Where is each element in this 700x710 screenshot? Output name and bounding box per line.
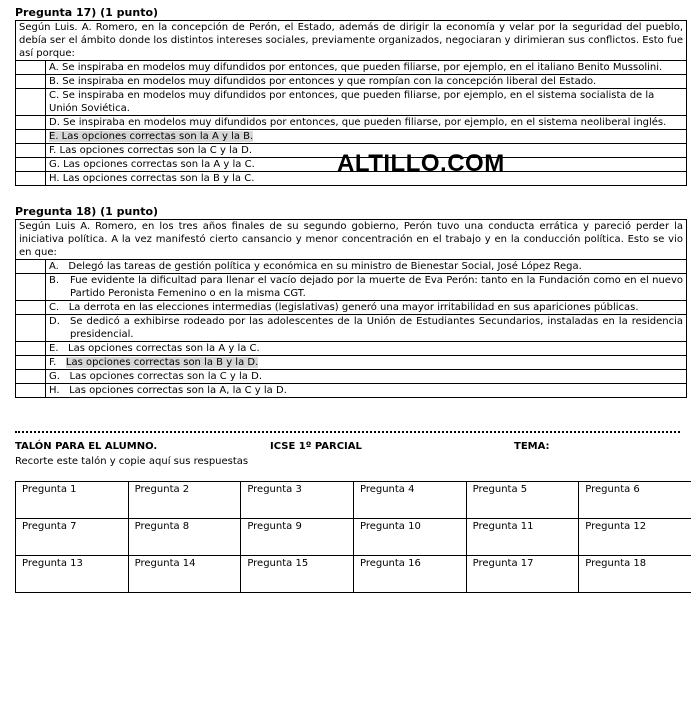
answer-cell[interactable]: Pregunta 6 [579, 482, 691, 519]
option-17-h[interactable]: H. Las opciones correctas son la B y la C. [46, 172, 687, 186]
talon-course: ICSE 1º PARCIAL [270, 441, 362, 452]
answer-box[interactable] [16, 301, 46, 315]
answer-box[interactable] [16, 89, 46, 116]
answer-cell[interactable]: Pregunta 18 [579, 556, 691, 593]
answer-cell[interactable]: Pregunta 9 [241, 519, 354, 556]
answer-cell[interactable]: Pregunta 3 [241, 482, 354, 519]
answer-box[interactable] [16, 274, 46, 301]
answer-cell[interactable]: Pregunta 15 [241, 556, 354, 593]
answer-box[interactable] [16, 356, 46, 370]
answer-cell[interactable]: Pregunta 2 [128, 482, 241, 519]
answer-cell[interactable]: Pregunta 16 [353, 556, 466, 593]
answer-box[interactable] [16, 75, 46, 89]
answer-cell[interactable]: Pregunta 5 [466, 482, 579, 519]
cut-line [15, 431, 680, 433]
answer-box[interactable] [16, 116, 46, 130]
answer-cell[interactable]: Pregunta 1 [16, 482, 129, 519]
answer-box[interactable] [16, 342, 46, 356]
question-17-stem: Según Luis. A. Romero, en la concepción de Perón, el Estado, además de dirigir la economía y velar por la seguridad del pueblo, debía ser el ámbito donde los distintos intereses sociales, previamente organizados, negociaran y dirimieran sus conflictos. Esto fue así porque: [16, 21, 687, 61]
option-18-a[interactable]: A. Delegó las tareas de gestión política y económica en su ministro de Bienestar Social, José López Rega. [46, 260, 687, 274]
option-17-f[interactable]: F. Las opciones correctas son la C y la D. [46, 144, 687, 158]
option-18-g[interactable]: G. Las opciones correctas son la C y la D. [46, 370, 687, 384]
talon-tema: TEMA: [514, 441, 550, 452]
option-18-d[interactable]: D. Se dedicó a exhibirse rodeado por las adolescentes de la Unión de Estudiantes Secundarios, instaladas en la residencia presidencial. [46, 315, 687, 342]
answer-cell[interactable]: Pregunta 8 [128, 519, 241, 556]
answer-cell[interactable]: Pregunta 12 [579, 519, 691, 556]
answer-cell[interactable]: Pregunta 17 [466, 556, 579, 593]
option-17-c[interactable]: C. Se inspiraba en modelos muy difundidos por entonces, que pueden filiarse, por ejemplo, en el sistema socialista de la Unión Soviética. [46, 89, 687, 116]
option-17-e[interactable]: E. Las opciones correctas son la A y la B. [46, 130, 687, 144]
option-18-f[interactable]: F. Las opciones correctas son la B y la D. [46, 356, 687, 370]
answer-box[interactable] [16, 158, 46, 172]
answer-box[interactable] [16, 370, 46, 384]
watermark: ALTILLO.COM [337, 150, 505, 177]
talon-title: TALÓN PARA EL ALUMNO. [15, 441, 158, 452]
answer-cell[interactable]: Pregunta 7 [16, 519, 129, 556]
option-17-b[interactable]: B. Se inspiraba en modelos muy difundidos por entonces y que rompían con la concepción liberal del Estado. [46, 75, 687, 89]
option-17-g[interactable]: G. Las opciones correctas son la A y la C. [46, 158, 687, 172]
option-18-e[interactable]: E. Las opciones correctas son la A y la C. [46, 342, 687, 356]
question-18-title: Pregunta 18) (1 punto) [15, 205, 159, 218]
option-18-b[interactable]: B. Fue evidente la dificultad para llenar el vacío dejado por la muerte de Eva Perón: tanto en la Fundación como en el nuevo Partido Peronista Femenino o en la misma CGT. [46, 274, 687, 301]
option-17-a[interactable]: A. Se inspiraba en modelos muy difundidos por entonces, que pueden filiarse, por ejemplo, en el italiano Benito Mussolini. [46, 61, 687, 75]
answer-cell[interactable]: Pregunta 13 [16, 556, 129, 593]
talon-instructions: Recorte este talón y copie aquí sus respuestas [15, 456, 249, 467]
option-18-c[interactable]: C. La derrota en las elecciones intermedias (legislativas) generó una mayor irritabilidad en sus apariciones públicas. [46, 301, 687, 315]
option-17-d[interactable]: D. Se inspiraba en modelos muy difundidos por entonces, que pueden filiarse, por ejemplo, en el sistema neoliberal inglés. [46, 116, 687, 130]
answer-box[interactable] [16, 172, 46, 186]
question-17-title: Pregunta 17) (1 punto) [15, 6, 159, 19]
answer-box[interactable] [16, 130, 46, 144]
answer-cell[interactable]: Pregunta 10 [353, 519, 466, 556]
answer-box[interactable] [16, 144, 46, 158]
answer-box[interactable] [16, 315, 46, 342]
answer-box[interactable] [16, 61, 46, 75]
option-18-h[interactable]: H. Las opciones correctas son la A, la C y la D. [46, 384, 687, 398]
answer-cell[interactable]: Pregunta 11 [466, 519, 579, 556]
answer-grid [15, 481, 691, 593]
answer-cell[interactable]: Pregunta 4 [353, 482, 466, 519]
answer-box[interactable] [16, 384, 46, 398]
answer-box[interactable] [16, 260, 46, 274]
question-18-stem: Según Luis A. Romero, en los tres años finales de su segundo gobierno, Perón tuvo una conducta errática y pareció perder la iniciativa política. A la vez manifestó cierto cansancio y menor concentración en el trabajo y en la conducción política. Esto se vio en que: [16, 220, 687, 260]
answer-cell[interactable]: Pregunta 14 [128, 556, 241, 593]
question-18-table [15, 219, 687, 398]
